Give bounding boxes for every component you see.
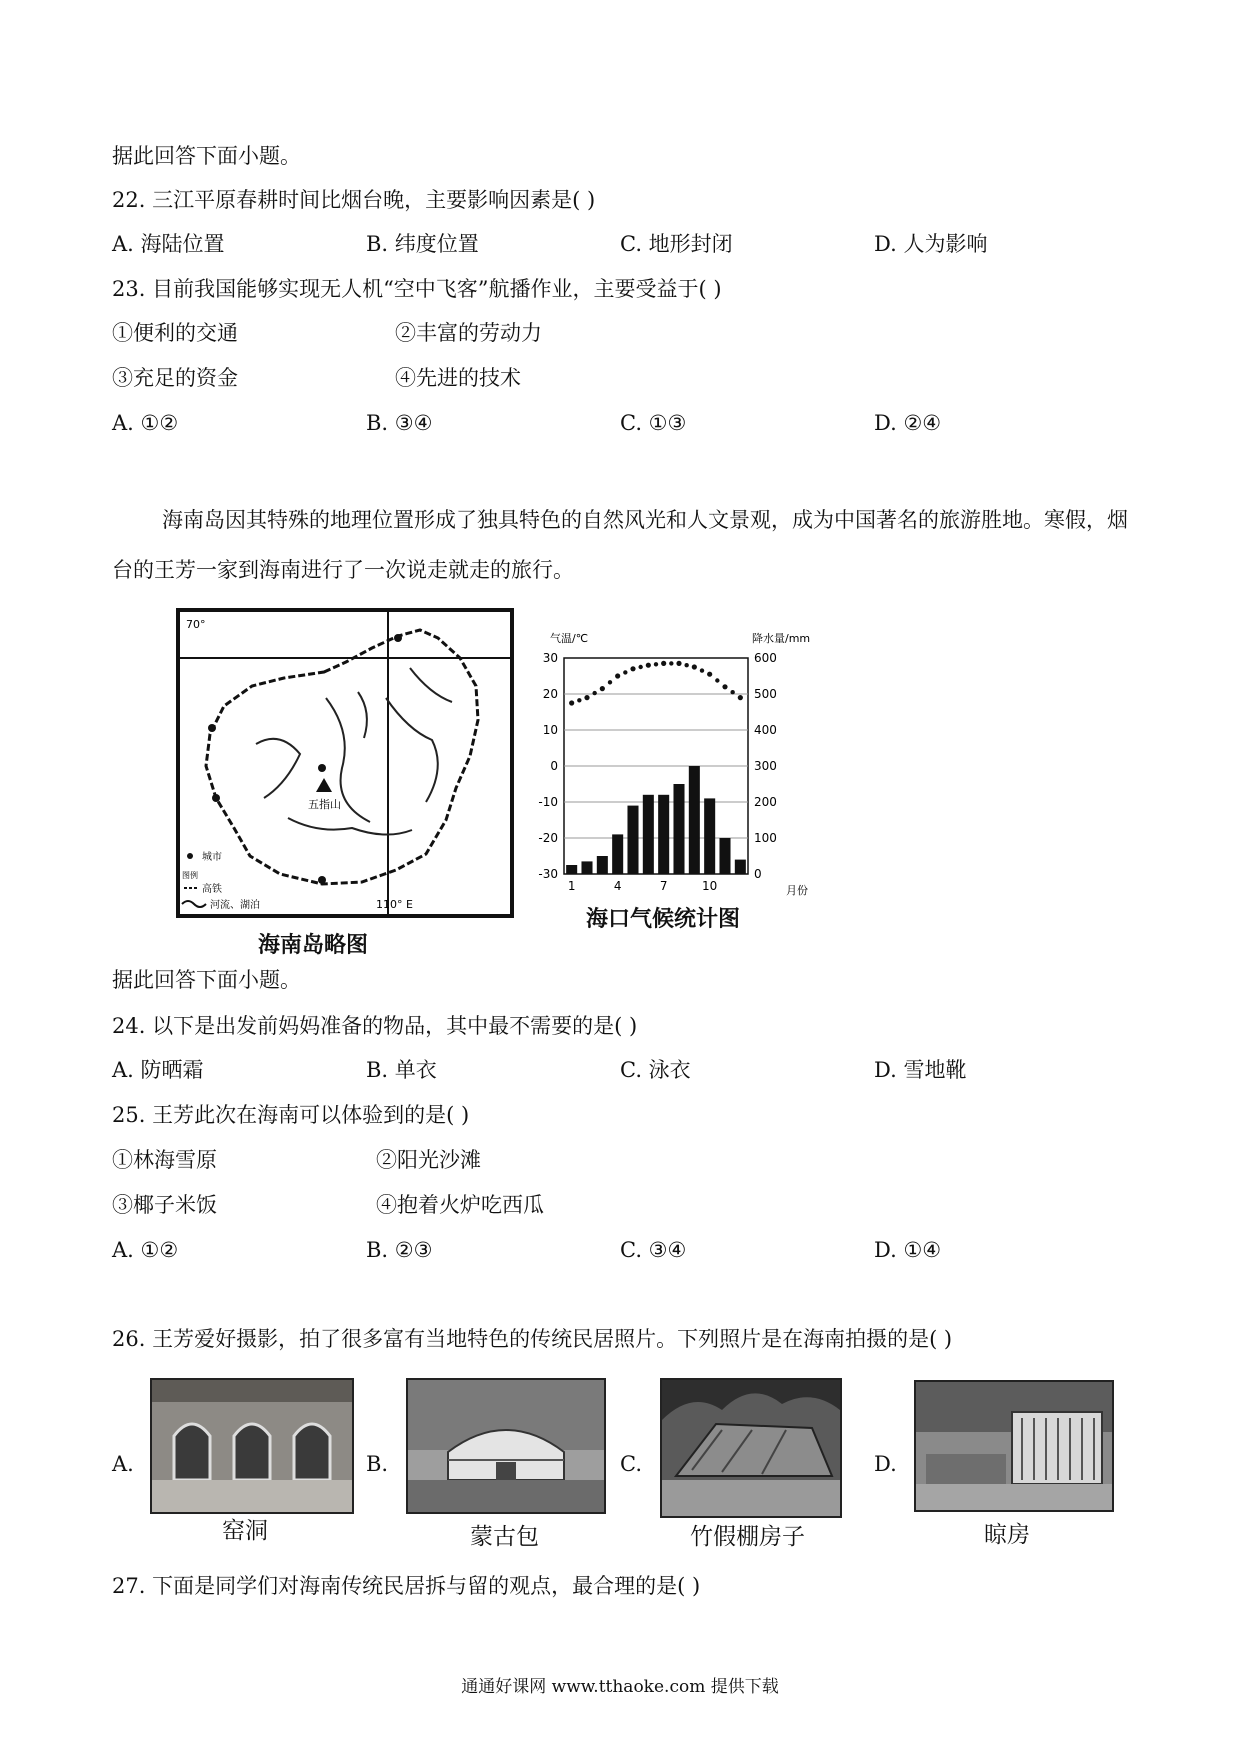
q25-option-b: B. ②③ [366,1238,433,1262]
question-24-stem: 24. 以下是出发前妈妈准备的物品，其中最不需要的是( ) [112,1014,638,1038]
q26-option-a-letter: A. [112,1452,134,1476]
q24-option-b: B. 单衣 [366,1058,437,1082]
q23-item-2: ②丰富的劳动力 [395,321,542,345]
x-tick-label: 4 [613,879,622,893]
temperature-point [722,684,727,689]
right-tick-label: 0 [754,867,762,881]
question-27-stem: 27. 下面是同学们对海南传统民居拆与留的观点，最合理的是( ) [112,1574,701,1598]
temperature-dot [684,663,688,667]
q23-option-d: D. ②④ [874,411,942,435]
temperature-point [661,661,666,666]
map-lon-label-top: 70° [186,618,206,631]
q26-option-c-letter: C. [620,1452,642,1476]
legend-city-icon [187,853,193,859]
left-tick-label: -30 [538,867,558,881]
x-tick-label: 7 [659,879,668,893]
temperature-point [584,695,589,700]
q23-option-c: C. ①③ [620,411,687,435]
intro-text-2: 据此回答下面小题。 [112,968,301,992]
photo-yaodong [150,1378,354,1514]
legend-river: 河流、湖泊 [210,900,260,911]
precipitation-bar [704,798,715,874]
q24-option-c: C. 泳衣 [620,1058,691,1082]
intro-text-1: 据此回答下面小题。 [112,144,301,168]
q26-caption-c: 竹假棚房子 [690,1524,805,1550]
temperature-point [615,673,620,678]
q25-item-3: ③椰子米饭 [112,1193,217,1217]
temperature-dot [592,691,596,695]
city-dot-icon [318,764,326,772]
q25-item-1: ①林海雪原 [112,1148,217,1172]
temperature-dot [608,680,612,684]
q26-option-b-letter: B. [366,1452,389,1476]
precipitation-bar [735,860,746,874]
question-22-stem: 22. 三江平原春耕时间比烟台晚，主要影响因素是( ) [112,188,596,212]
q25-option-a: A. ①② [112,1238,179,1262]
left-tick-label: 20 [542,687,558,701]
right-tick-label: 300 [754,759,777,773]
q23-item-3: ③充足的资金 [112,366,238,390]
precipitation-bar [612,834,623,874]
city-dot-icon [208,724,216,732]
q22-option-c: C. 地形封闭 [620,232,733,256]
left-tick-label: 30 [542,651,558,665]
page-footer: 通通好课网 www.tthaoke.com 提供下载 [461,1677,779,1697]
right-tick-label: 400 [754,723,777,737]
q23-option-b: B. ③④ [366,411,433,435]
q26-caption-a: 窑洞 [222,1518,268,1544]
right-tick-label: 500 [754,687,777,701]
photo-bamboo-shed [660,1378,842,1518]
legend-rail: 高铁 [202,884,222,895]
x-tick-label: 10 [702,879,718,893]
q25-item-4: ④抱着火炉吃西瓜 [376,1193,544,1217]
x-axis-label: 月份 [786,884,808,897]
precipitation-bar [643,795,654,874]
temperature-point [600,686,605,691]
left-tick-label: -10 [538,795,558,809]
q24-option-a: A. 防晒霜 [112,1058,204,1082]
temperature-point [569,700,574,705]
temperature-point [676,661,681,666]
legend-city: 城市 [202,852,222,863]
precipitation-bar [673,784,684,874]
question-23-stem: 23. 目前我国能够实现无人机“空中飞客”航播作业，主要受益于( ) [112,277,722,301]
temperature-dot [669,661,673,665]
precipitation-bar [581,861,592,874]
left-tick-label: -20 [538,831,558,845]
q23-item-1: ①便利的交通 [112,321,238,345]
precipitation-bar [689,766,700,874]
question-26-stem: 26. 王芳爱好摄影，拍了很多富有当地特色的传统民居照片。下列照片是在海南拍摄的是( ) [112,1327,953,1351]
right-tick-label: 600 [754,651,777,665]
city-dot-icon [318,876,326,884]
q25-item-2: ②阳光沙滩 [376,1148,481,1172]
precipitation-bar [597,856,608,874]
photo-drying-house [914,1380,1114,1512]
q24-option-d: D. 雪地靴 [874,1058,967,1082]
hainan-map [176,608,516,918]
temperature-dot [577,698,581,702]
precipitation-bar [658,795,669,874]
haikou-climate-chart [530,628,830,928]
right-tick-label: 200 [754,795,777,809]
hainan-passage: 海南岛因其特殊的地理位置形成了独具特色的自然风光和人文景观，成为中国著名的旅游胜地。寒假，烟台的王芳一家到海南进行了一次说走就走的旅行。 [112,508,1128,582]
q26-caption-d: 晾房 [984,1522,1030,1548]
precipitation-bar [719,838,730,874]
temperature-dot [730,690,734,694]
x-tick-label: 1 [567,879,576,893]
q23-item-4: ④先进的技术 [395,366,521,390]
left-tick-label: 0 [550,759,558,773]
q22-option-b: B. 纬度位置 [366,232,479,256]
temperature-point [738,695,743,700]
legend-title: 图例 [182,871,198,880]
temperature-dot [700,668,704,672]
temperature-point [630,666,635,671]
temperature-point [692,664,697,669]
temperature-point [707,672,712,677]
q22-option-d: D. 人为影响 [874,232,988,256]
city-dot-icon [212,794,220,802]
right-tick-label: 100 [754,831,777,845]
q26-option-d-letter: D. [874,1452,897,1476]
temperature-dot [654,662,658,666]
photo-yurt [406,1378,606,1514]
left-tick-label: 10 [542,723,558,737]
q25-option-d: D. ①④ [874,1238,942,1262]
temperature-dot [715,678,719,682]
q22-option-a: A. 海陆位置 [112,232,225,256]
y-left-label: 气温/℃ [550,632,589,645]
q26-caption-b: 蒙古包 [470,1524,539,1550]
temperature-dot [623,670,627,674]
y-right-label: 降水量/mm [752,632,811,645]
q23-option-a: A. ①② [112,411,179,435]
peak-label: 五指山 [308,798,341,811]
precipitation-bar [566,865,577,874]
precipitation-bar [627,806,638,874]
map-caption: 海南岛略图 [258,932,369,958]
question-25-stem: 25. 王芳此次在海南可以体验到的是( ) [112,1103,470,1127]
chart-caption: 海口气候统计图 [586,906,741,932]
temperature-dot [638,665,642,669]
map-lon-label-bottom: 110° E [376,898,413,911]
q25-option-c: C. ③④ [620,1238,687,1262]
city-dot-icon [394,634,402,642]
temperature-point [646,663,651,668]
